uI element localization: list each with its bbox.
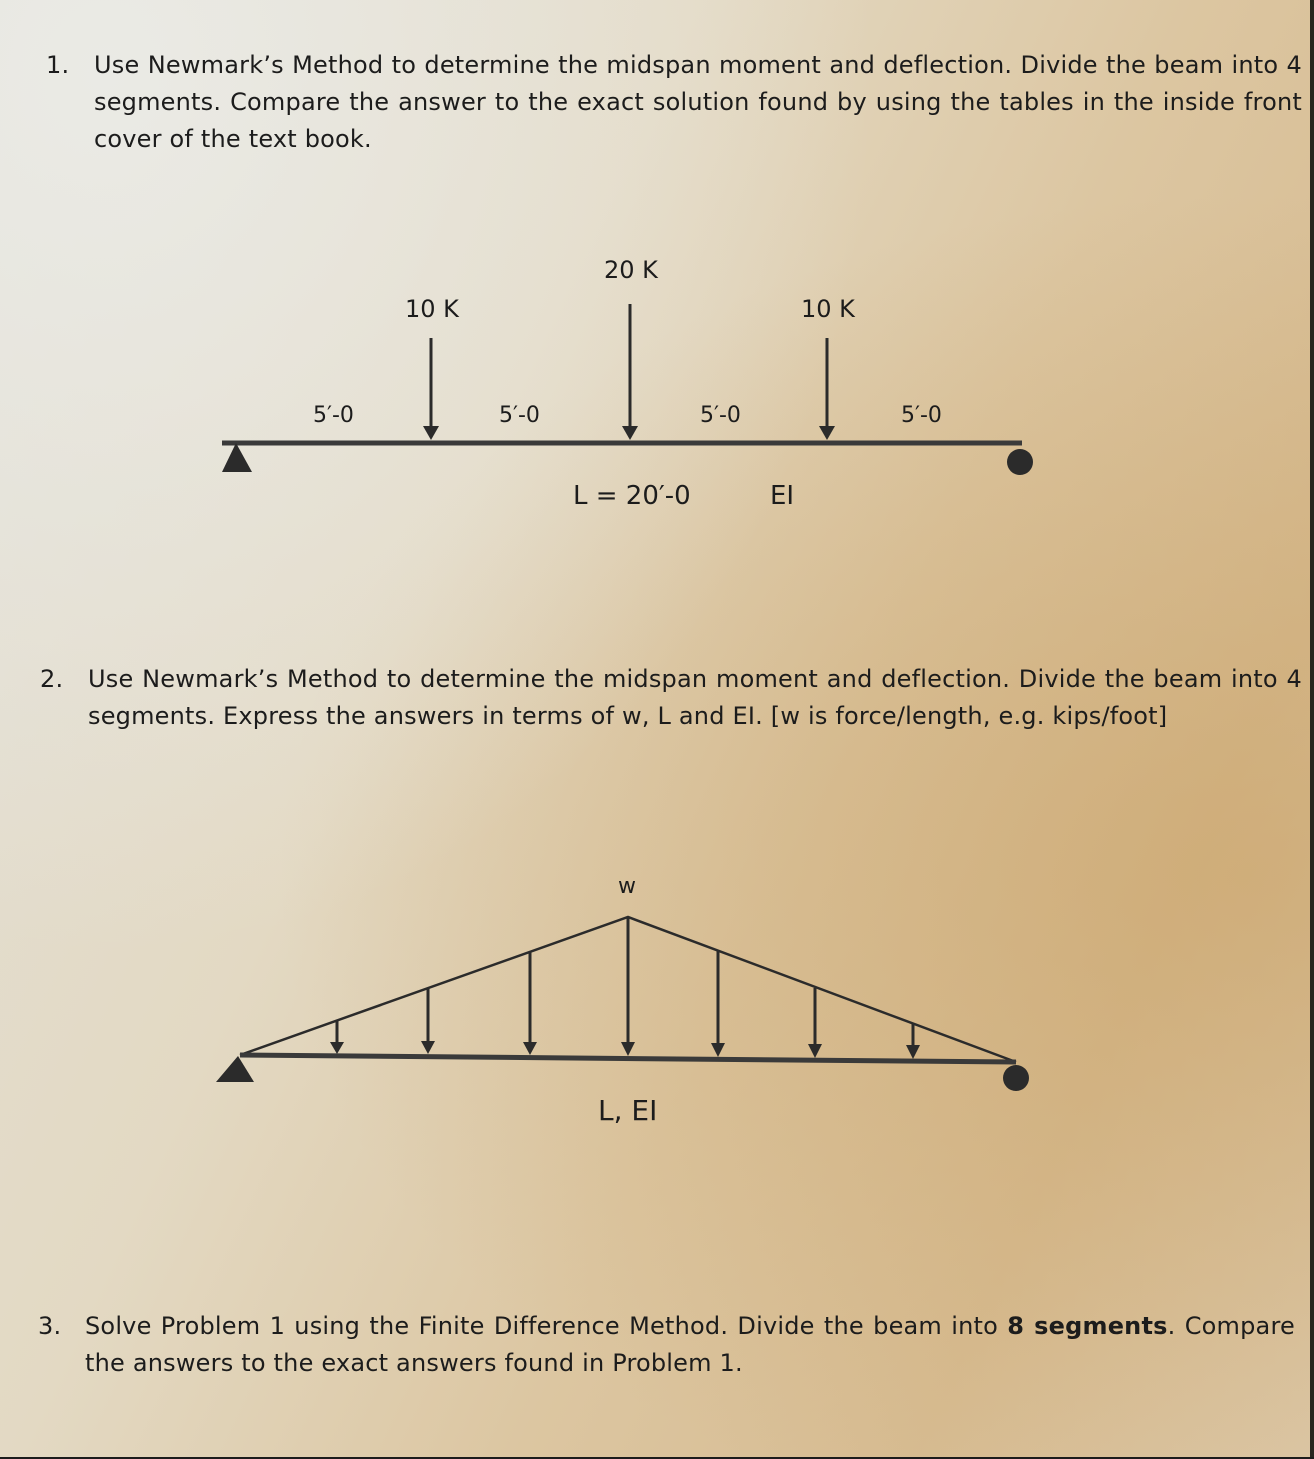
problem-1-number: 1. xyxy=(46,51,70,79)
page-edge-shadow xyxy=(1310,0,1314,1459)
problem-2 xyxy=(40,661,1305,741)
problem-1-text-block xyxy=(94,47,1302,158)
distributed-load-label: w xyxy=(618,874,636,899)
problem-2-number: 2. xyxy=(40,665,64,693)
roller-support-1 xyxy=(1007,449,1033,475)
segment-label-3: 5′-0 xyxy=(700,403,741,428)
problem-3 xyxy=(38,1308,1303,1388)
load-arrowhead-middle xyxy=(622,426,638,440)
problem-1 xyxy=(46,47,1306,167)
beam-diagram-1 xyxy=(200,240,1060,530)
segment-label-1: 5′-0 xyxy=(313,403,354,428)
beam-diagram-2 xyxy=(200,860,1060,1140)
beam-2 xyxy=(240,1055,1016,1062)
problem-2-text-block xyxy=(88,661,1302,735)
problem-3-text-before: Solve Problem 1 using the Finite Difference Method. Divide the beam into xyxy=(85,1312,1008,1340)
distributed-load-arrows xyxy=(330,917,920,1059)
segment-label-2: 5′-0 xyxy=(499,403,540,428)
problem-3-text xyxy=(85,1308,1295,1382)
load-label-left: 10 K xyxy=(405,295,459,323)
load-label-middle: 20 K xyxy=(604,256,658,284)
load-arrowhead-left xyxy=(423,426,439,440)
load-label-right: 10 K xyxy=(801,295,855,323)
pin-support-1 xyxy=(222,443,252,472)
pin-support-2 xyxy=(216,1056,254,1082)
problem-1-text: Use Newmark’s Method to determine the midspan moment and deflection. Divide the beam into 4 segments. Compare the answer to the exact solution found by using the tables in the inside front cover of the text book. xyxy=(94,51,1302,153)
problem-3-number: 3. xyxy=(38,1312,62,1340)
problem-3-text-bold: 8 segments xyxy=(1007,1312,1168,1340)
span-label-2: L, EI xyxy=(598,1094,658,1127)
problem-3-text-after: . Compare the answers to the exact answers found in Problem 1. xyxy=(85,1312,1295,1377)
stiffness-label-1: EI xyxy=(770,481,795,511)
segment-label-4: 5′-0 xyxy=(901,403,942,428)
load-arrowhead-right xyxy=(819,426,835,440)
roller-support-2 xyxy=(1003,1065,1029,1091)
problem-2-text: Use Newmark’s Method to determine the midspan moment and deflection. Divide the beam into 4 segments. Express the answers in terms of w, L and EI. [w is force/length, e.g. kips/foot] xyxy=(88,665,1302,730)
span-label-1: L = 20′-0 xyxy=(573,481,691,511)
problem-3-text-block xyxy=(85,1308,1295,1382)
